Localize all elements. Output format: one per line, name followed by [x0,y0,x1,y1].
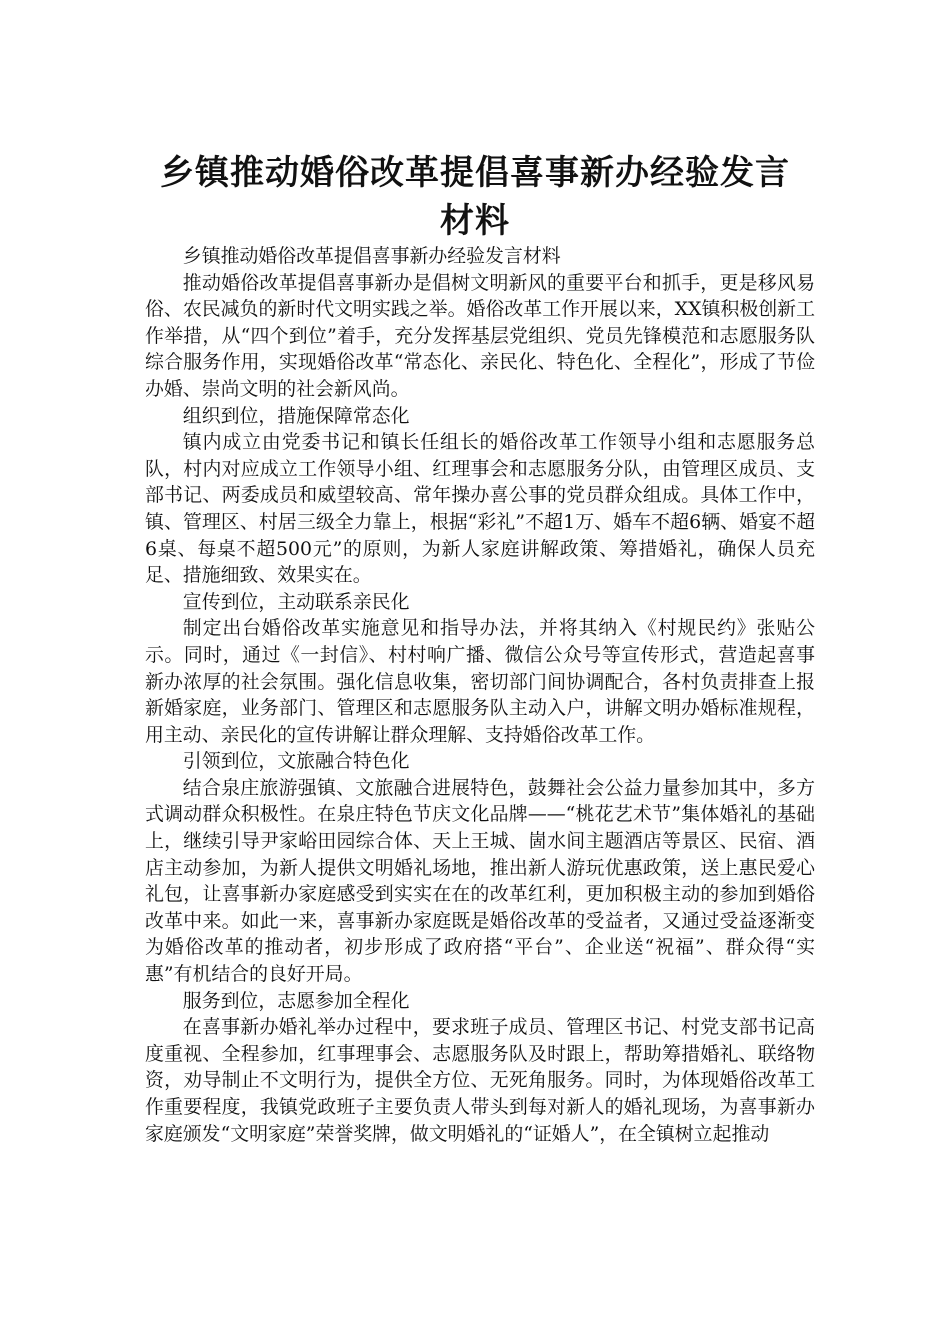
section-heading-organization: 组织到位，措施保障常态化 [182,404,410,427]
section-paragraph-organization: 镇内成立由党委书记和镇长任组长的婚俗改革工作领导小组和志愿服务总队，村内对应成立工作领导小组、红理事会和志愿服务分队，由管理区成员、支部书记、两委成员和威望较高、常年操办喜公事的党员群众组成。具体工作中，镇、管理区、村居三级全力靠上，根据“彩礼”不超1万、婚车不超6辆、婚宴不超6桌、每桌不超500元”的原则，为新人家庭讲解政策、筹措婚礼，确保人员充足、措施细致、效果实在。 [145,431,815,587]
title-line-1: 乡镇推动婚俗改革提倡喜事新办经验发言 [160,152,790,193]
section-paragraph-publicity: 制定出台婚俗改革实施意见和指导办法，并将其纳入《村规民约》张贴公示。同时，通过《一封信》、村村响广播、微信公众号等宣传形式，营造起喜事新办浓厚的社会氛围。强化信息收集，密切部门间协调配合，各村负责排查上报新婚家庭，业务部门、管理区和志愿服务队主动入户，讲解文明办婚标准规程，用主动、亲民化的宣传讲解让群众理解、支持婚俗改革工作。 [145,617,815,746]
section-paragraph-guidance: 结合泉庄旅游强镇、文旅融合进展特色，鼓舞社会公益力量参加其中，多方式调动群众积极性。在泉庄特色节庆文化品牌——“桃花艺术节”集体婚礼的基础上，继续引导尹家峪田园综合体、天上王城、崮水间主题酒店等景区、民宿、酒店主动参加，为新人提供文明婚礼场地，推出新人游玩优惠政策，送上惠民爱心礼包，让喜事新办家庭感受到实实在在的改革红利，更加积极主动的参加到婚俗改革中来。如此一来，喜事新办家庭既是婚俗改革的受益者，又通过受益逐渐变为婚俗改革的推动者，初步形成了政府搭“平台”、企业送“祝福”、群众得“实惠”有机结合的良好开局。 [145,776,815,986]
document-title [0,149,950,245]
section-heading-guidance: 引领到位，文旅融合特色化 [182,750,410,773]
intro-paragraph: 推动婚俗改革提倡喜事新办是倡树文明新风的重要平台和抓手，更是移风易俗、农民减负的新时代文明实践之举。婚俗改革工作开展以来，XX镇积极创新工作举措，从“四个到位”着手，充分发挥基层党组织、党员先锋模范和志愿服务队综合服务作用，实现婚俗改革“常态化、亲民化、特色化、全程化”，形成了节俭办婚、崇尚文明的社会新风尚。 [145,271,815,400]
title-line-2: 材料 [440,200,510,241]
subtitle-paragraph: 乡镇推动婚俗改革提倡喜事新办经验发言材料 [182,245,561,267]
section-paragraph-service: 在喜事新办婚礼举办过程中，要求班子成员、管理区书记、村党支部书记高度重视、全程参加，红事理事会、志愿服务队及时跟上，帮助筹措婚礼、联络物资，劝导制止不文明行为，提供全方位、无死角服务。同时，为体现婚俗改革工作重要程度，我镇党政班子主要负责人带头到每对新人的婚礼现场，为喜事新办家庭颁发“文明家庭”荣誉奖牌，做文明婚礼的“证婚人”，在全镇树立起推动 [145,1016,815,1145]
document-body [145,243,815,1147]
section-heading-service: 服务到位，志愿参加全程化 [182,989,410,1012]
section-heading-publicity: 宣传到位，主动联系亲民化 [182,590,410,613]
